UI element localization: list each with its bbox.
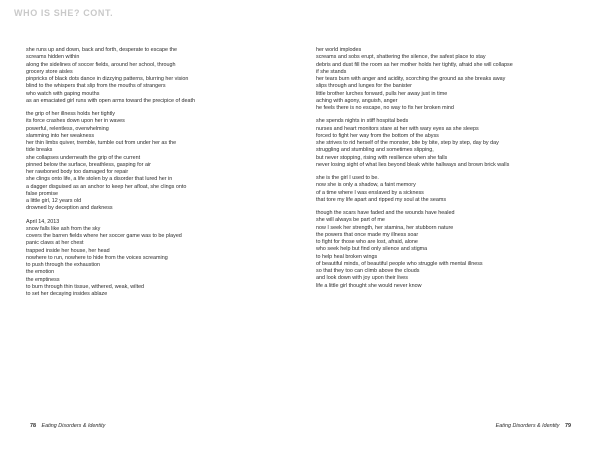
poem-line: if she stands: [316, 68, 347, 75]
poem-line: her world implodes: [316, 47, 362, 53]
poem-line: debris and dust fill the room as her mother holds her tightly, afraid she will collapse: [316, 61, 513, 68]
right-page: [300, 0, 600, 450]
poem-line: April 14, 2013: [26, 218, 60, 225]
poem-text-left: [26, 47, 195, 304]
poem-line: the powers that once made my illness soar: [316, 231, 419, 238]
poem-line: forced to fight her way from the bottom of the abyss: [316, 132, 439, 139]
poem-line: to fight for those who are lost, afraid, alone: [316, 239, 418, 245]
poem-line: screams hidden within: [26, 54, 80, 61]
poem-line: who seek help but find only silence and stigma: [316, 246, 428, 253]
poem-line: along the sidelines of soccer fields, around her school, through: [26, 61, 176, 68]
poem-line: of beautiful minds, of beautiful people who struggle with mental illness: [316, 260, 483, 267]
poem-line: drowned by deception and darkness: [26, 205, 113, 212]
poem-line: the emotion: [26, 269, 55, 276]
poem-line: tide breaks: [26, 147, 53, 154]
poem-line: as an emaciated girl runs with open arms toward the precipice of death: [26, 97, 195, 104]
poem-line: who watch with gaping mouths: [26, 90, 100, 97]
page-number-left: 78: [30, 423, 36, 429]
poem-line: she strives to rid herself of the monster, bite by bite, step by step, day by day: [316, 140, 499, 146]
stanza: [316, 47, 513, 112]
poem-line: a little girl, 12 years old: [26, 198, 82, 204]
poem-line: snow falls like ash from the sky: [26, 225, 101, 232]
poem-line: her thin limbs quiver, tremble, tumble out from under her as the: [26, 140, 177, 146]
stanza: [26, 47, 195, 105]
poem-line: she will always be part of me: [316, 217, 385, 224]
left-page-footer: [26, 423, 105, 429]
stanza: [316, 175, 513, 204]
poem-line: to help heal broken wings: [316, 253, 378, 260]
poem-line: now I seek her strength, her stamina, her stubborn nature: [316, 224, 454, 231]
poem-line: aching with agony, anguish, anger: [316, 97, 398, 104]
poem-line: nurses and heart monitors stare at her with wary eyes as she sleeps: [316, 125, 479, 132]
poem-line: her tears burn with anger and acidity, scorching the ground as she breaks away: [316, 76, 506, 82]
page-number-right: 79: [565, 423, 571, 429]
poem-line: and look down with joy upon their lives: [316, 275, 408, 282]
poem-line: slamming into her weakness: [26, 132, 95, 139]
poem-line: blind to the whispers that slip from the mouths of strangers: [26, 83, 166, 90]
poem-line: though the scars have faded and the wounds have healed: [316, 210, 455, 216]
poem-text-right: [316, 47, 513, 296]
poem-line: but never stopping, rising with resilience when she falls: [316, 154, 448, 161]
poem-line: her rawboned body too damaged for repair: [26, 169, 129, 175]
poem-line: powerful, relentless, overwhelming: [26, 125, 109, 132]
poem-line: never losing sight of what lies beyond bleak white hallways and brown brick walls: [316, 161, 510, 168]
running-title-left: Eating Disorders & Identity: [41, 423, 106, 429]
poem-line: to burn through thin tissue, withered, weak, wilted: [26, 283, 145, 290]
poem-line: now she is only a shadow, a faint memory: [316, 182, 416, 189]
section-heading: WHO IS SHE? CONT.: [14, 8, 114, 18]
poem-line: that tore my life apart and ripped my soul at the seams: [316, 196, 447, 203]
poem-line: trapped inside her house, her head: [26, 247, 110, 254]
running-title-right: Eating Disorders & Identity: [495, 423, 560, 429]
poem-line: its force crashes down upon her in waves: [26, 118, 125, 125]
poem-line: pinpricks of black dots dance in dizzying patterns, blurring her vision: [26, 76, 189, 82]
poem-line: little brother lurches forward, pulls her away just in time: [316, 90, 448, 97]
right-page-footer: [496, 423, 575, 429]
poem-line: slips through and lunges for the banister: [316, 83, 412, 90]
poem-line: screams and sobs erupt, shattering the silence, the safest place to stay: [316, 54, 486, 61]
poem-line: she collapses underneath the grip of the current: [26, 154, 141, 161]
poem-line: false promise: [26, 190, 59, 197]
poem-line: of a time where I was enslaved by a sickness: [316, 189, 424, 196]
poem-line: so that they too can climb above the clouds: [316, 268, 420, 274]
poem-line: nowhere to run, nowhere to hide from the voices screaming: [26, 254, 168, 261]
poem-line: to push through the exhaustion: [26, 262, 101, 268]
poem-line: pinned below the surface, breathless, gasping for air: [26, 161, 151, 168]
poem-line: the emptiness: [26, 276, 60, 283]
poem-line: she clings onto life, a life stolen by a disorder that lured her in: [26, 176, 173, 183]
poem-line: a dagger disguised as an anchor to keep her afloat, she clings onto: [26, 183, 187, 190]
poem-line: she runs up and down, back and forth, desperate to escape the: [26, 47, 178, 53]
poem-line: she is the girl I used to be.: [316, 175, 379, 181]
stanza: [316, 118, 513, 169]
poem-line: she spends nights in stiff hospital beds: [316, 118, 409, 125]
poem-line: he feels there is no escape, no way to fix her broken mind: [316, 105, 454, 111]
poem-line: struggling and stumbling and sometimes slipping,: [316, 147, 434, 154]
poem-line: the grip of her illness holds her tightly: [26, 111, 115, 117]
poem-line: panic claws at her chest: [26, 240, 84, 247]
poem-line: grocery store aisles: [26, 68, 73, 75]
stanza: [316, 210, 513, 290]
stanza: [26, 111, 195, 213]
poem-line: covers the barren fields where her soccer game was to be played: [26, 233, 182, 239]
poem-line: life a little girl thought she would never know: [316, 282, 422, 289]
poem-line: to set her decaying insides ablaze: [26, 291, 108, 297]
stanza: [26, 219, 195, 299]
